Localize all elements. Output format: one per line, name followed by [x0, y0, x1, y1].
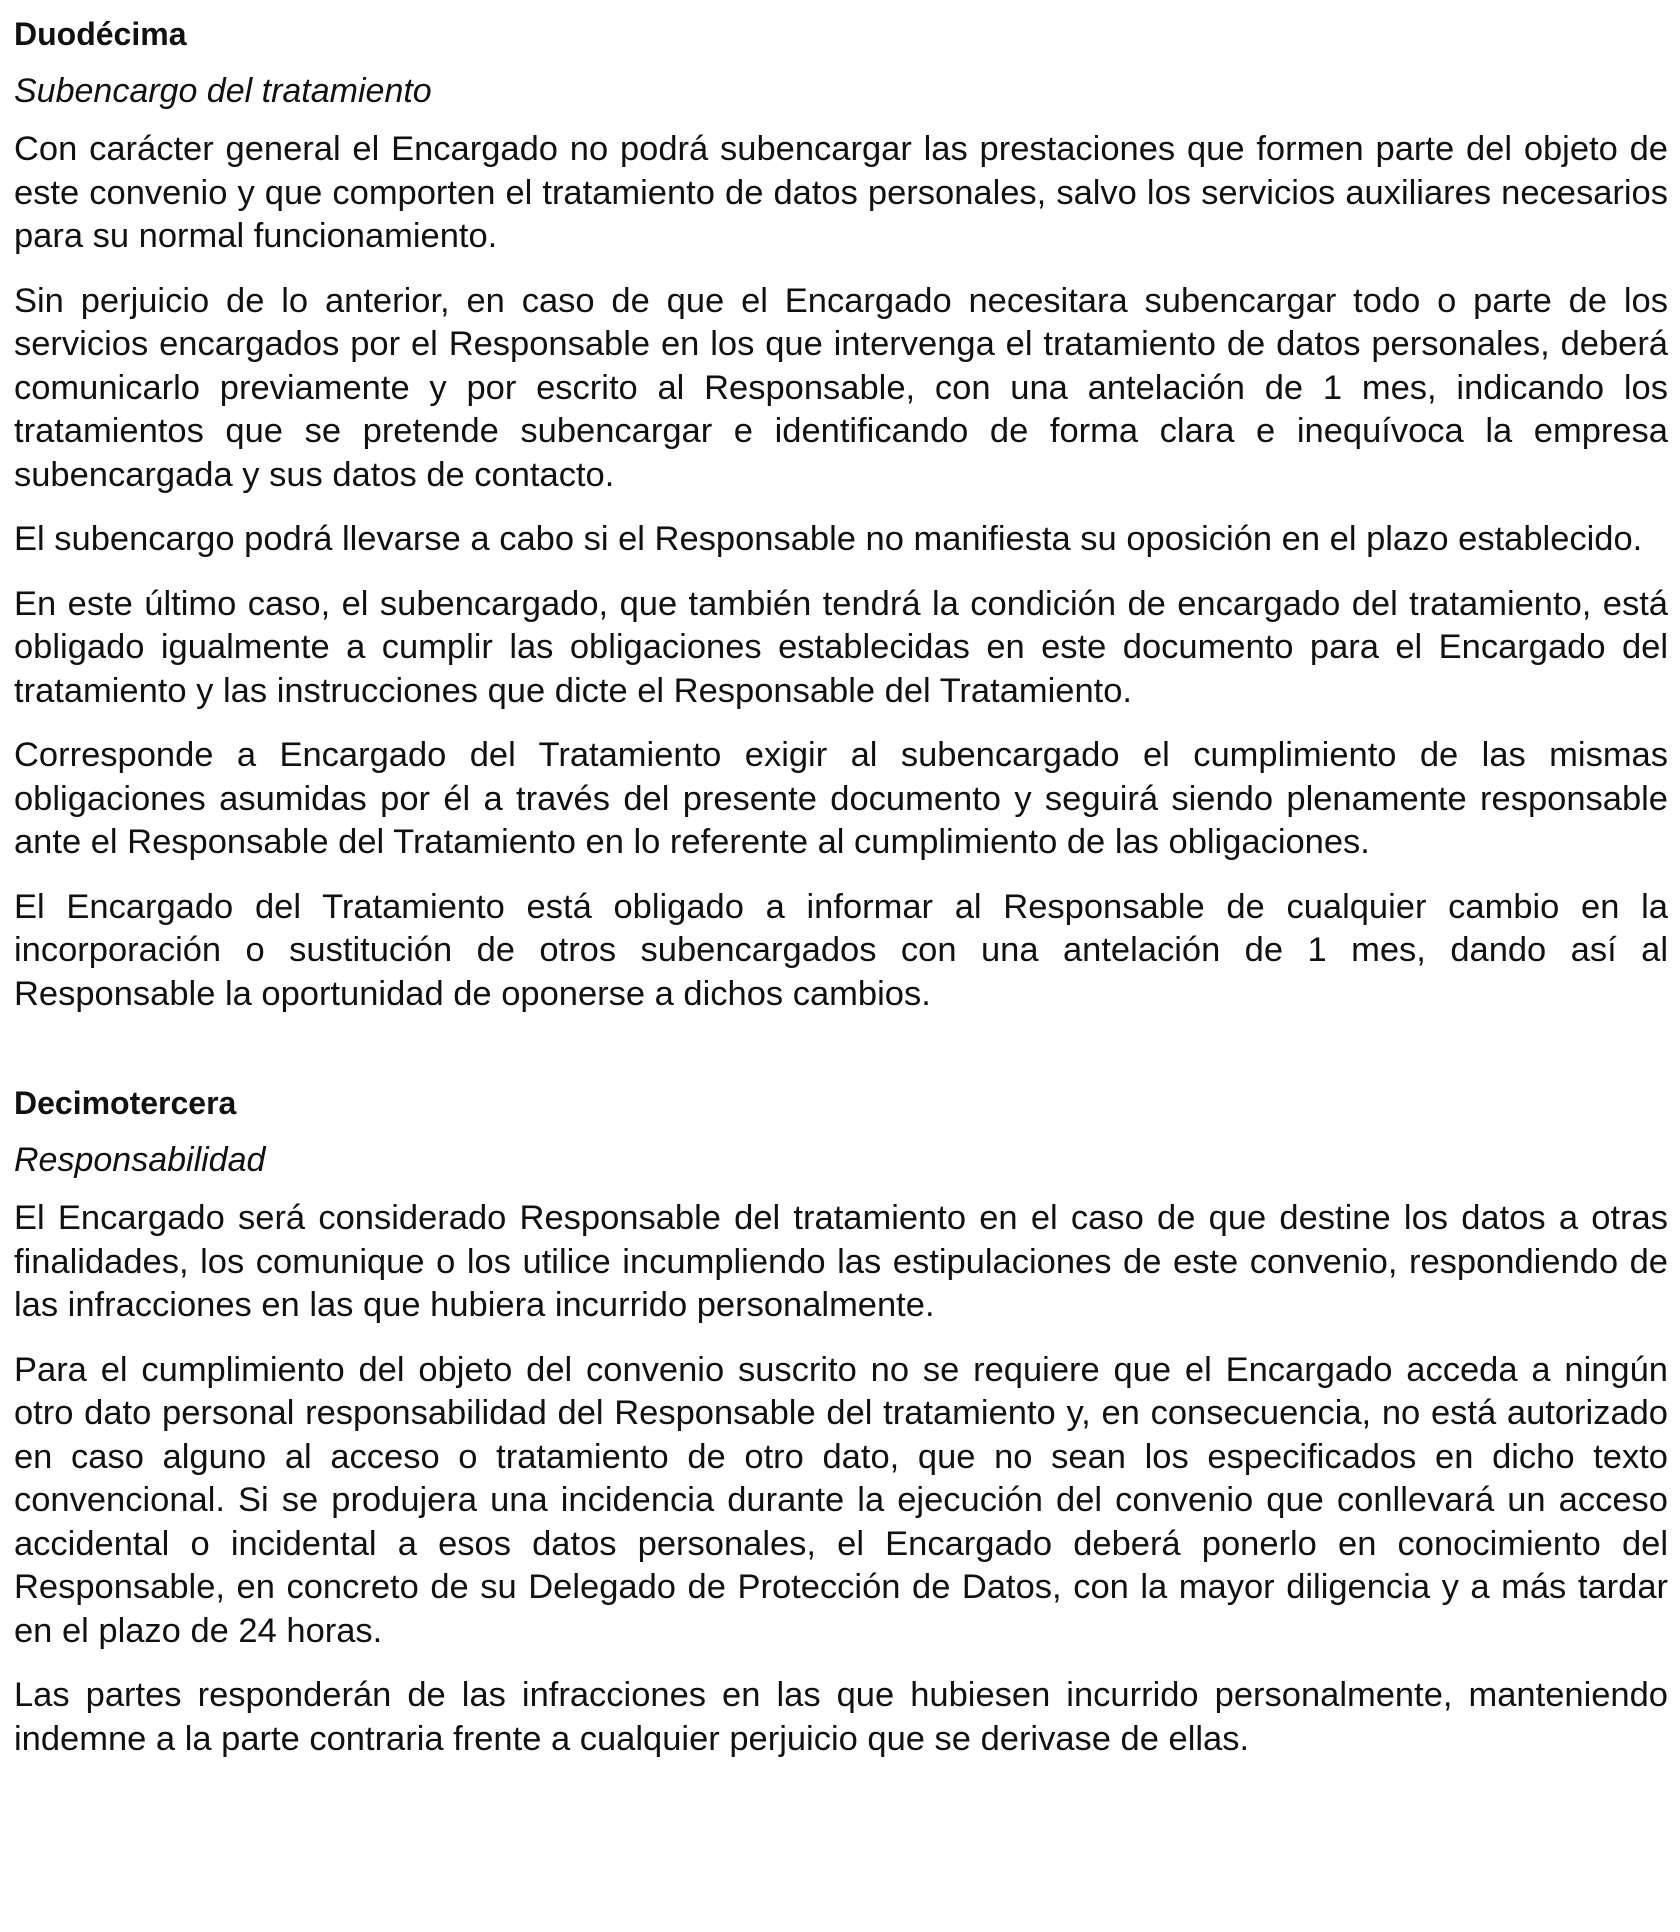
paragraph: Sin perjuicio de lo anterior, en caso de que el Encargado necesitara subencargar todo o parte de los servicios encargados por el Responsable en los que intervenga el tratamiento de datos personales, deberá comunicarlo previamente y por escrito al Responsable, con una antelación de 1 mes, indicando los tratamientos que se pretende subencargar e identificando de forma clara e inequívoca la empresa subencargada y sus datos de contacto.	[14, 281, 1668, 494]
section-title: Duodécima	[14, 16, 187, 52]
paragraph: El subencargo podrá llevarse a cabo si el Responsable no manifiesta su oposición en el plazo establecido.	[14, 520, 1643, 558]
paragraph: El Encargado del Tratamiento está obligado a informar al Responsable de cualquier cambio en la incorporación o sustitución de otros subencargados con una antelación de 1 mes, dando así al Responsable la oportunidad de oponerse a dichos cambios.	[14, 887, 1668, 1013]
section-duodecima	[14, 14, 1668, 1016]
section-title: Decimotercera	[14, 1085, 237, 1121]
section-divider-space	[14, 1037, 1668, 1083]
paragraph: Para el cumplimiento del objeto del convenio suscrito no se requiere que el Encargado acceda a ningún otro dato personal responsabilidad del Responsable del tratamiento y, en consecuencia, no está autorizado en caso alguno al acceso o tratamiento de otro dato, que no sean los especificados en dicho texto convencional. Si se produjera una incidencia durante la ejecución del convenio que conllevará un acceso accidental o incidental a esos datos personales, el Encargado deberá ponerlo en conocimiento del Responsable, en concreto de su Delegado de Protección de Datos, con la mayor diligencia y a más tardar en el plazo de 24 horas.	[14, 1350, 1668, 1650]
paragraph: Las partes responderán de las infracciones en las que hubiesen incurrido personalmente, manteniendo indemne a la parte contraria frente a cualquier perjuicio que se derivase de ellas.	[14, 1676, 1668, 1758]
section-subtitle: Subencargo del tratamiento	[14, 72, 432, 110]
document-page	[14, 14, 1668, 1782]
paragraph: En este último caso, el subencargado, que también tendrá la condición de encargado del tratamiento, está obligado igualmente a cumplir las obligaciones establecidas en este documento para el Encargado del tratamiento y las instrucciones que dicte el Responsable del Tratamiento.	[14, 584, 1668, 710]
paragraph: Corresponde a Encargado del Tratamiento exigir al subencargado el cumplimiento de las mismas obligaciones asumidas por él a través del presente documento y seguirá siendo plenamente responsable ante el Responsable del Tratamiento en lo referente al cumplimiento de las obligaciones.	[14, 736, 1668, 861]
paragraph: Con carácter general el Encargado no podrá subencargar las prestaciones que formen parte del objeto de este convenio y que comporten el tratamiento de datos personales, salvo los servicios auxiliares necesarios para su normal funcionamiento.	[14, 130, 1668, 255]
paragraph: El Encargado será considerado Responsable del tratamiento en el caso de que destine los datos a otras finalidades, los comunique o los utilice incumpliendo las estipulaciones de este convenio, respondiendo de las infracciones en las que hubiera incurrido personalmente.	[14, 1199, 1668, 1324]
section-subtitle: Responsabilidad	[14, 1141, 266, 1179]
section-decimotercera	[14, 1083, 1668, 1761]
